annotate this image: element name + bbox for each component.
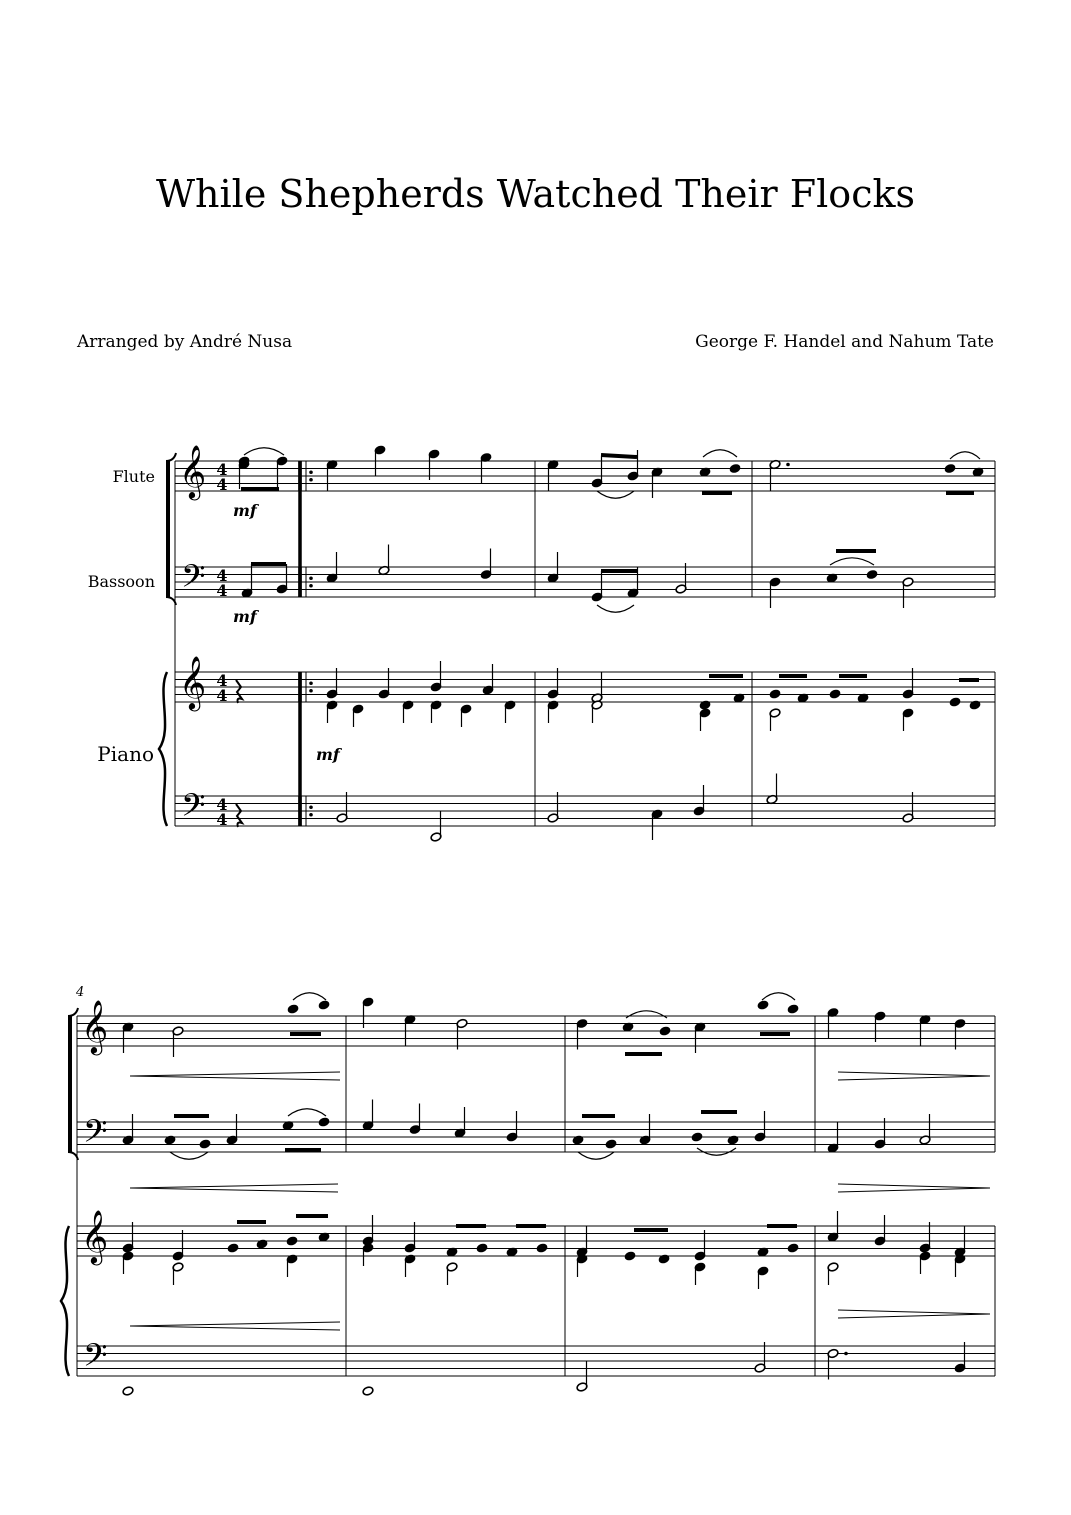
hairpin-line: [130, 1326, 340, 1330]
hairpin-line: [838, 1184, 990, 1188]
staff: [175, 796, 995, 826]
time-signature-bottom: 4: [216, 581, 228, 600]
note: [286, 1236, 298, 1246]
note: [769, 708, 781, 731]
notehead: [362, 1386, 374, 1396]
note: [874, 1118, 886, 1149]
note: [591, 700, 603, 723]
note: [480, 452, 492, 483]
hairpin-line: [838, 1314, 990, 1318]
note: [362, 1215, 374, 1246]
bass-clef-icon: 𝄢: [181, 558, 206, 602]
note: [172, 1026, 184, 1057]
notehead: [658, 1254, 670, 1264]
note: [591, 457, 603, 488]
notehead: [787, 1004, 799, 1014]
note: [729, 463, 741, 473]
note: [122, 1251, 134, 1274]
notehead: [769, 689, 781, 699]
note: [122, 1386, 134, 1396]
notehead: [318, 1117, 330, 1127]
note: [699, 708, 711, 731]
piano-brace: [159, 672, 167, 826]
note: [754, 1342, 766, 1373]
note: [659, 1026, 671, 1036]
hairpin-line: [130, 1076, 340, 1080]
note: [954, 1018, 966, 1049]
note: [326, 552, 338, 583]
notehead: [699, 700, 711, 710]
note: [256, 1239, 268, 1249]
note: [605, 1139, 617, 1149]
hairpin-line: [838, 1310, 990, 1314]
note: [374, 445, 386, 476]
note: [378, 545, 390, 576]
hairpin-line: [838, 1076, 990, 1080]
notehead: [536, 1243, 548, 1253]
slur: [830, 558, 874, 565]
note: [122, 1222, 134, 1253]
time-signature-bottom: 4: [216, 810, 228, 829]
note: [164, 1135, 176, 1145]
note: [402, 700, 414, 723]
note: [902, 668, 914, 699]
quarter-rest-icon: [236, 804, 242, 827]
note: [446, 1262, 458, 1285]
bass-clef-icon: 𝄢: [181, 787, 206, 831]
time-signature-top: 4: [216, 566, 228, 585]
hairpin-line: [130, 1322, 340, 1326]
note: [902, 708, 914, 731]
note: [172, 1230, 184, 1261]
note: [318, 1117, 330, 1127]
note: [428, 449, 440, 480]
dot: [844, 1352, 848, 1356]
bass-clef-icon: 𝄢: [83, 1337, 108, 1381]
note: [430, 811, 442, 842]
decrescendo-hairpin: [838, 1310, 990, 1318]
note: [430, 700, 442, 723]
notehead: [287, 1004, 299, 1014]
crescendo-hairpin: [130, 1322, 340, 1330]
note: [919, 1014, 931, 1045]
note: [787, 1243, 799, 1253]
note: [476, 1243, 488, 1253]
slur: [578, 1152, 614, 1159]
note: [326, 459, 338, 490]
note: [409, 1104, 421, 1135]
note: [754, 1111, 766, 1142]
note: [404, 1254, 416, 1277]
notehead: [122, 1386, 134, 1396]
note: [944, 463, 956, 473]
composer-credit: George F. Handel and Nahum Tate: [695, 332, 994, 352]
note: [787, 1004, 799, 1014]
slur: [626, 1011, 667, 1018]
staff: [77, 1226, 995, 1256]
note: [658, 1254, 670, 1264]
notehead: [829, 689, 841, 699]
note: [902, 792, 914, 823]
note: [404, 1014, 416, 1045]
note: [919, 1222, 931, 1253]
repeat-dot: [309, 689, 313, 693]
note: [591, 672, 603, 703]
note: [504, 700, 516, 723]
decrescendo-hairpin: [838, 1072, 990, 1080]
notehead: [605, 1139, 617, 1149]
dot: [786, 463, 790, 467]
crescendo-hairpin: [130, 1184, 338, 1192]
time-signature-bottom: 4: [216, 475, 228, 494]
instrument-label-bassoon: Bassoon: [87, 572, 155, 591]
note: [362, 1100, 374, 1131]
note: [954, 1254, 966, 1277]
note: [651, 467, 663, 498]
staff: [77, 1016, 995, 1046]
hairpin-line: [838, 1188, 990, 1192]
hairpin-line: [130, 1188, 338, 1192]
staff: [175, 672, 995, 702]
slur: [597, 605, 634, 612]
note: [318, 1000, 330, 1010]
note: [827, 1211, 839, 1242]
repeat-dot: [309, 470, 313, 474]
notehead: [476, 1243, 488, 1253]
note: [769, 689, 781, 699]
note: [949, 697, 961, 707]
note: [326, 668, 338, 699]
note: [693, 785, 705, 816]
note: [287, 1004, 299, 1014]
notehead: [659, 1026, 671, 1036]
staff: [77, 1122, 995, 1152]
notehead: [729, 463, 741, 473]
repeat-dot: [309, 478, 313, 482]
note: [336, 792, 348, 823]
note: [378, 668, 390, 699]
note: [576, 1254, 588, 1277]
repeat-dot: [309, 681, 313, 685]
score-title: While Shepherds Watched Their Flocks: [156, 172, 915, 216]
hairpin-line: [838, 1072, 990, 1076]
note: [362, 1243, 374, 1266]
note: [536, 1243, 548, 1253]
note: [902, 577, 914, 608]
arranger-credit: Arranged by André Nusa: [77, 332, 293, 352]
note: [827, 1122, 839, 1153]
note: [362, 1386, 374, 1396]
notehead: [199, 1139, 211, 1149]
notehead: [949, 697, 961, 707]
slur: [288, 1109, 326, 1116]
note: [919, 1251, 931, 1274]
notehead: [787, 1243, 799, 1253]
note: [576, 1018, 588, 1049]
note: [172, 1262, 184, 1285]
notehead: [624, 1251, 636, 1261]
measure-number: 4: [76, 985, 85, 1000]
dynamic-mf: mf: [233, 607, 257, 626]
notehead: [757, 1000, 769, 1010]
note: [326, 700, 338, 723]
slur: [703, 450, 737, 457]
note: [547, 668, 559, 699]
hairpin-line: [130, 1072, 340, 1076]
note: [576, 1361, 588, 1392]
slur: [597, 491, 634, 498]
slur: [293, 993, 326, 1000]
notehead: [318, 1000, 330, 1010]
note: [454, 1107, 466, 1138]
slur: [950, 452, 980, 459]
notehead: [691, 1132, 703, 1142]
note: [430, 661, 442, 692]
time-signature-bottom: 4: [216, 686, 228, 705]
note: [651, 809, 663, 840]
note: [227, 1243, 239, 1253]
beam: [601, 455, 637, 457]
notehead: [256, 1239, 268, 1249]
note: [694, 1230, 706, 1261]
bracket-hook: [166, 453, 176, 461]
note: [866, 569, 878, 579]
note: [769, 577, 781, 608]
note: [757, 1266, 769, 1289]
note: [547, 792, 559, 823]
note: [954, 1342, 966, 1373]
note: [829, 689, 841, 699]
note: [506, 1111, 518, 1142]
note: [591, 571, 603, 602]
repeat-dot: [309, 813, 313, 817]
treble-clef-icon: 𝄞: [179, 655, 207, 709]
decrescendo-hairpin: [838, 1184, 990, 1192]
note: [404, 1222, 416, 1253]
note: [699, 700, 711, 710]
note: [456, 1018, 468, 1049]
slur: [762, 993, 795, 1000]
note: [757, 1000, 769, 1010]
note: [547, 552, 559, 583]
instrument-label-piano: Piano: [97, 742, 154, 766]
dynamic-mf: mf: [316, 745, 340, 764]
notehead: [944, 463, 956, 473]
note: [691, 1132, 703, 1142]
slur: [170, 1152, 208, 1159]
bass-clef-icon: 𝄢: [83, 1113, 108, 1157]
quarter-rest-icon: [236, 680, 242, 703]
note: [675, 563, 687, 594]
note: [769, 459, 781, 490]
notehead: [866, 569, 878, 579]
staff: [175, 461, 995, 491]
repeat-dot: [309, 584, 313, 588]
note: [286, 1254, 298, 1277]
note: [199, 1139, 211, 1149]
treble-clef-icon: 𝄞: [81, 1209, 109, 1263]
hairpin-line: [130, 1184, 338, 1188]
note: [694, 1022, 706, 1053]
score-systems: [61, 444, 995, 1396]
notehead: [727, 1135, 739, 1145]
crescendo-hairpin: [130, 1072, 340, 1080]
piano-brace: [61, 1226, 69, 1376]
note: [460, 704, 472, 727]
repeat-dot: [309, 576, 313, 580]
notehead: [227, 1243, 239, 1253]
treble-clef-icon: 𝄞: [179, 444, 207, 498]
slur: [244, 448, 284, 455]
time-signature-top: 4: [216, 671, 228, 690]
note: [827, 1348, 839, 1379]
note: [547, 700, 559, 723]
note: [624, 1251, 636, 1261]
notehead: [572, 1135, 584, 1145]
time-signature-top: 4: [216, 795, 228, 814]
note: [766, 774, 778, 805]
note: [827, 1262, 839, 1285]
dynamic-mf: mf: [233, 501, 257, 520]
note: [874, 1011, 886, 1042]
staff: [77, 1346, 995, 1376]
note: [122, 1022, 134, 1053]
instrument-label-flute: Flute: [112, 467, 155, 486]
note: [352, 704, 364, 727]
note: [727, 1135, 739, 1145]
bracket-hook: [68, 1008, 78, 1016]
note: [480, 549, 492, 580]
treble-clef-icon: 𝄞: [81, 999, 109, 1053]
note: [572, 1135, 584, 1145]
time-signature-top: 4: [216, 460, 228, 479]
notehead: [969, 700, 981, 710]
note: [547, 459, 559, 490]
note: [827, 1007, 839, 1038]
note: [954, 1226, 966, 1257]
note: [694, 1262, 706, 1285]
notehead: [286, 1236, 298, 1246]
note: [874, 1215, 886, 1246]
note: [576, 1226, 588, 1257]
notehead: [164, 1135, 176, 1145]
note: [969, 700, 981, 710]
repeat-dot: [309, 805, 313, 809]
